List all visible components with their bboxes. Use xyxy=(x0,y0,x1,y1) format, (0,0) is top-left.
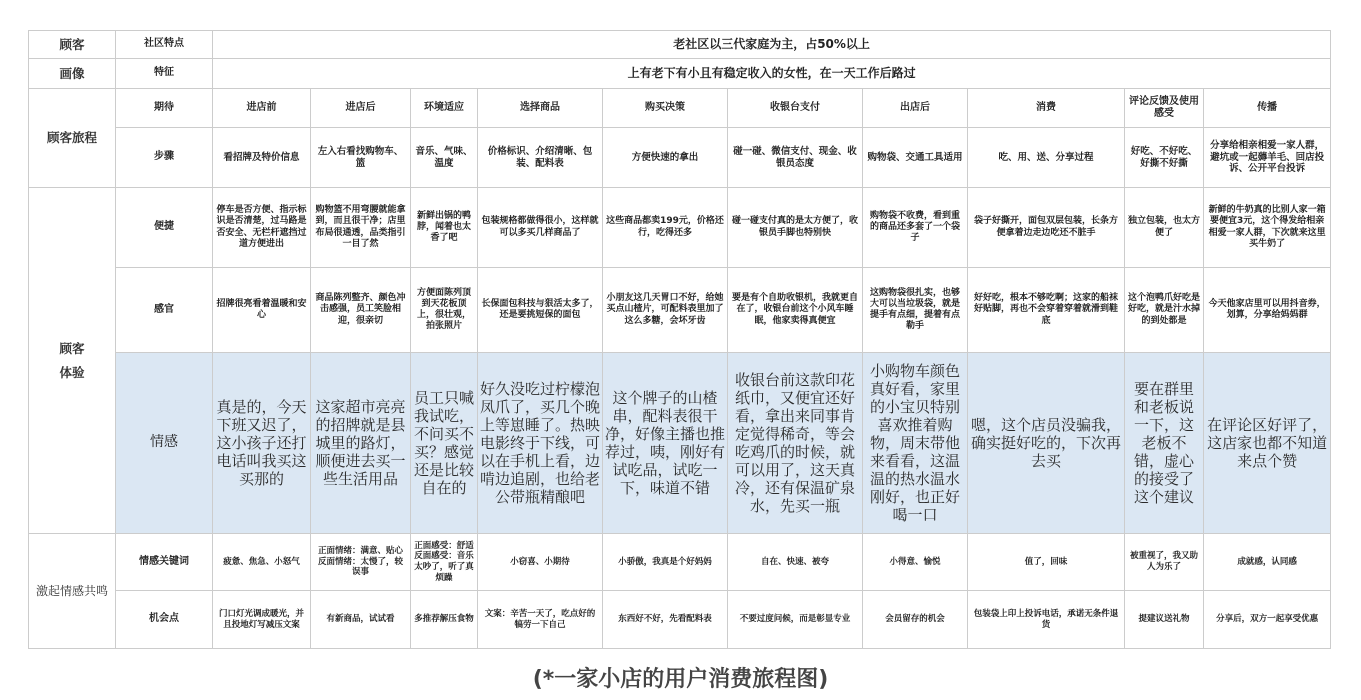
senses-cell: 好好吃，根本不够吃啊；这家的船袜好贴脚，再也不会穿着穿着就滑到鞋底 xyxy=(968,268,1125,353)
opportunity-cell: 文案：辛苦一天了，吃点好的犒劳一下自己 xyxy=(478,591,603,649)
group-label-experience: 顾客 体验 xyxy=(29,188,116,534)
keyword-cell: 正面感受：舒适反面感受：音乐太吵了，听了真烦躁 xyxy=(411,534,478,591)
row-label-community: 社区特点 xyxy=(116,31,213,59)
stage-header: 收银台支付 xyxy=(728,89,863,128)
senses-cell: 这购物袋很扎实，也够大可以当垃圾袋，就是提手有点细，提着有点勒手 xyxy=(863,268,968,353)
row-label-emotion: 情感 xyxy=(116,353,213,534)
group-label-profile-top: 顾客 xyxy=(29,31,116,59)
emotion-cell: 收银台前这款印花纸巾，又便宜还好看，拿出来同事肯定觉得稀奇，等会吃鸡爪的时候，就可以用了，这天真冷，还有保温矿泉水，先买一瓶 xyxy=(728,353,863,534)
senses-cell: 要是有个自助收银机，我就更自在了，收银台前这个小风车睡眠，他家卖得真便宜 xyxy=(728,268,863,353)
convenience-row xyxy=(29,188,1331,268)
row-label-opportunities: 机会点 xyxy=(116,591,213,649)
opportunity-cell: 有新商品，试试看 xyxy=(311,591,411,649)
journey-stages-row xyxy=(29,89,1331,128)
senses-cell: 方便面陈列顶到天花板顶上，很壮观，拍张照片 xyxy=(411,268,478,353)
stage-header: 消费 xyxy=(968,89,1125,128)
senses-cell: 今天他家店里可以用抖音券，划算，分享给妈妈群 xyxy=(1204,268,1331,353)
convenience-cell: 新鲜的牛奶真的比别人家一箱要便宜3元，这个得发给相亲相爱一家人群，下次就来这里买牛奶了 xyxy=(1204,188,1331,268)
stage-header: 环境适应 xyxy=(411,89,478,128)
opportunity-cell: 东西好不好，先看配料表 xyxy=(603,591,728,649)
emotion-cell: 嗯，这个店员没骗我，确实挺好吃的，下次再去买 xyxy=(968,353,1125,534)
step-cell: 吃、用、送、分享过程 xyxy=(968,128,1125,188)
opportunity-cell: 包装袋上印上投诉电话，承诺无条件退货 xyxy=(968,591,1125,649)
step-cell: 购物袋、交通工具适用 xyxy=(863,128,968,188)
step-cell: 看招牌及特价信息 xyxy=(213,128,311,188)
emotion-row xyxy=(29,353,1331,534)
emotion-cell: 要在群里和老板说一下，这老板不错，虚心的接受了这个建议 xyxy=(1125,353,1204,534)
keyword-cell: 值了，回味 xyxy=(968,534,1125,591)
opportunity-cell: 不要过度问候，而是彰显专业 xyxy=(728,591,863,649)
keyword-cell: 小得意、愉悦 xyxy=(863,534,968,591)
stage-header: 选择商品 xyxy=(478,89,603,128)
senses-cell: 招牌很亮看着温暖和安心 xyxy=(213,268,311,353)
convenience-cell: 独立包装，也太方便了 xyxy=(1125,188,1204,268)
senses-row xyxy=(29,268,1331,353)
stage-header: 传播 xyxy=(1204,89,1331,128)
emotion-cell: 好久没吃过柠檬泡凤爪了，买几个晚上等崽睡了。热映电影终于下线，可以在手机上看，边啃边追剧，也给老公带瓶精酿吧 xyxy=(478,353,603,534)
profile-row-feature xyxy=(29,59,1331,89)
row-label-steps: 步骤 xyxy=(116,128,213,188)
keyword-cell: 小骄傲，我真是个好妈妈 xyxy=(603,534,728,591)
keyword-cell: 自在、快速、被夸 xyxy=(728,534,863,591)
step-cell: 分享给相亲相爱一家人群，避坑或一起薅羊毛、回店投诉、公开平台投诉 xyxy=(1204,128,1331,188)
convenience-cell: 新鲜出锅的鸭脖，闻着也太香了吧 xyxy=(411,188,478,268)
stage-header: 出店后 xyxy=(863,89,968,128)
emotion-cell: 小购物车颜色真好看，家里的小宝贝特别喜欢推着购物，周末带他来看看，这温温的热水温水刚好，也正好喝一口 xyxy=(863,353,968,534)
step-cell: 好吃、不好吃、好撕不好撕 xyxy=(1125,128,1204,188)
step-cell: 音乐、气味、温度 xyxy=(411,128,478,188)
convenience-cell: 包装规格都做得很小，这样就可以多买几样商品了 xyxy=(478,188,603,268)
convenience-cell: 袋子好撕开，面包双层包装，长条方便拿着边走边吃还不脏手 xyxy=(968,188,1125,268)
senses-cell: 商品陈列整齐、颜色冲击感强，员工笑脸相迎，很亲切 xyxy=(311,268,411,353)
convenience-cell: 这些商品都卖199元，价格还行，吃得还多 xyxy=(603,188,728,268)
opportunity-cell: 分享后，双方一起享受优惠 xyxy=(1204,591,1331,649)
emotion-cell: 在评论区好评了，这店家也都不知道来点个赞 xyxy=(1204,353,1331,534)
stage-header: 进店前 xyxy=(213,89,311,128)
keyword-cell: 成就感，认同感 xyxy=(1204,534,1331,591)
step-cell: 方便快速的拿出 xyxy=(603,128,728,188)
stage-header: 评论反馈及使用感受 xyxy=(1125,89,1204,128)
customer-journey-map-table xyxy=(28,30,1331,649)
community-value: 老社区以三代家庭为主，占50%以上 xyxy=(213,31,1331,59)
opportunity-cell: 门口灯光调成暖光，并且投地灯写减压文案 xyxy=(213,591,311,649)
emotion-cell: 这个牌子的山楂串，配料表很干净，好像主播也推荐过，咦，刚好有试吃品，试吃一下，味道不错 xyxy=(603,353,728,534)
feature-value: 上有老下有小且有稳定收入的女性，在一天工作后路过 xyxy=(213,59,1331,89)
senses-cell: 小朋友这几天胃口不好，给她买点山楂片，可配料表里加了这么多糖，会坏牙齿 xyxy=(603,268,728,353)
convenience-cell: 购物袋不收费，看到重的商品还多套了一个袋子 xyxy=(863,188,968,268)
keyword-cell: 正面情绪：满意、贴心 反面情绪：太慢了，较误事 xyxy=(311,534,411,591)
step-cell: 价格标识、介绍清晰、包装、配料表 xyxy=(478,128,603,188)
row-label-senses: 感官 xyxy=(116,268,213,353)
keyword-cell: 被重视了，我又助人为乐了 xyxy=(1125,534,1204,591)
senses-cell: 这个泡鸭爪好吃是好吃，就是汁水掉的到处都是 xyxy=(1125,268,1204,353)
convenience-cell: 购物篮不用弯腰就能拿到，而且很干净；店里布局很通透，品类指引一目了然 xyxy=(311,188,411,268)
convenience-cell: 碰一碰支付真的是太方便了，收银员手脚也特别快 xyxy=(728,188,863,268)
row-label-feature: 特征 xyxy=(116,59,213,89)
profile-row-community xyxy=(29,31,1331,59)
emotion-cell: 真是的，今天下班又迟了，这小孩子还打电话叫我买这买那的 xyxy=(213,353,311,534)
journey-steps-row xyxy=(29,128,1331,188)
emotion-cell: 这家超市亮亮的招牌就是县城里的路灯，顺便进去买一些生活用品 xyxy=(311,353,411,534)
group-label-journey: 顾客旅程 xyxy=(29,89,116,188)
keywords-row xyxy=(29,534,1331,591)
step-cell: 碰一碰、微信支付、现金、收银员态度 xyxy=(728,128,863,188)
stage-header: 进店后 xyxy=(311,89,411,128)
opportunities-row xyxy=(29,591,1331,649)
emotion-cell: 员工只喊我试吃，不问买不买？感觉还是比较自在的 xyxy=(411,353,478,534)
stage-header: 购买决策 xyxy=(603,89,728,128)
keyword-cell: 小窃喜、小期待 xyxy=(478,534,603,591)
opportunity-cell: 提建议送礼物 xyxy=(1125,591,1204,649)
row-label-keywords: 情感关键词 xyxy=(116,534,213,591)
figure-caption: (*一家小店的用户消费旅程图) xyxy=(532,667,829,692)
opportunity-cell: 会员留存的机会 xyxy=(863,591,968,649)
opportunity-cell: 多推荐解压食物 xyxy=(411,591,478,649)
group-label-profile-bottom: 画像 xyxy=(29,59,116,89)
convenience-cell: 停车是否方便、指示标识是否清楚，过马路是否安全、无栏杆遮挡过道方便进出 xyxy=(213,188,311,268)
group-label-resonance: 激起情感共鸣 xyxy=(29,534,116,649)
row-label-convenience: 便捷 xyxy=(116,188,213,268)
row-label-expectation: 期待 xyxy=(116,89,213,128)
step-cell: 左入右看找购物车、篮 xyxy=(311,128,411,188)
keyword-cell: 疲惫、焦急、小怒气 xyxy=(213,534,311,591)
senses-cell: 长保面包科技与狠活太多了，还是要挑短保的面包 xyxy=(478,268,603,353)
